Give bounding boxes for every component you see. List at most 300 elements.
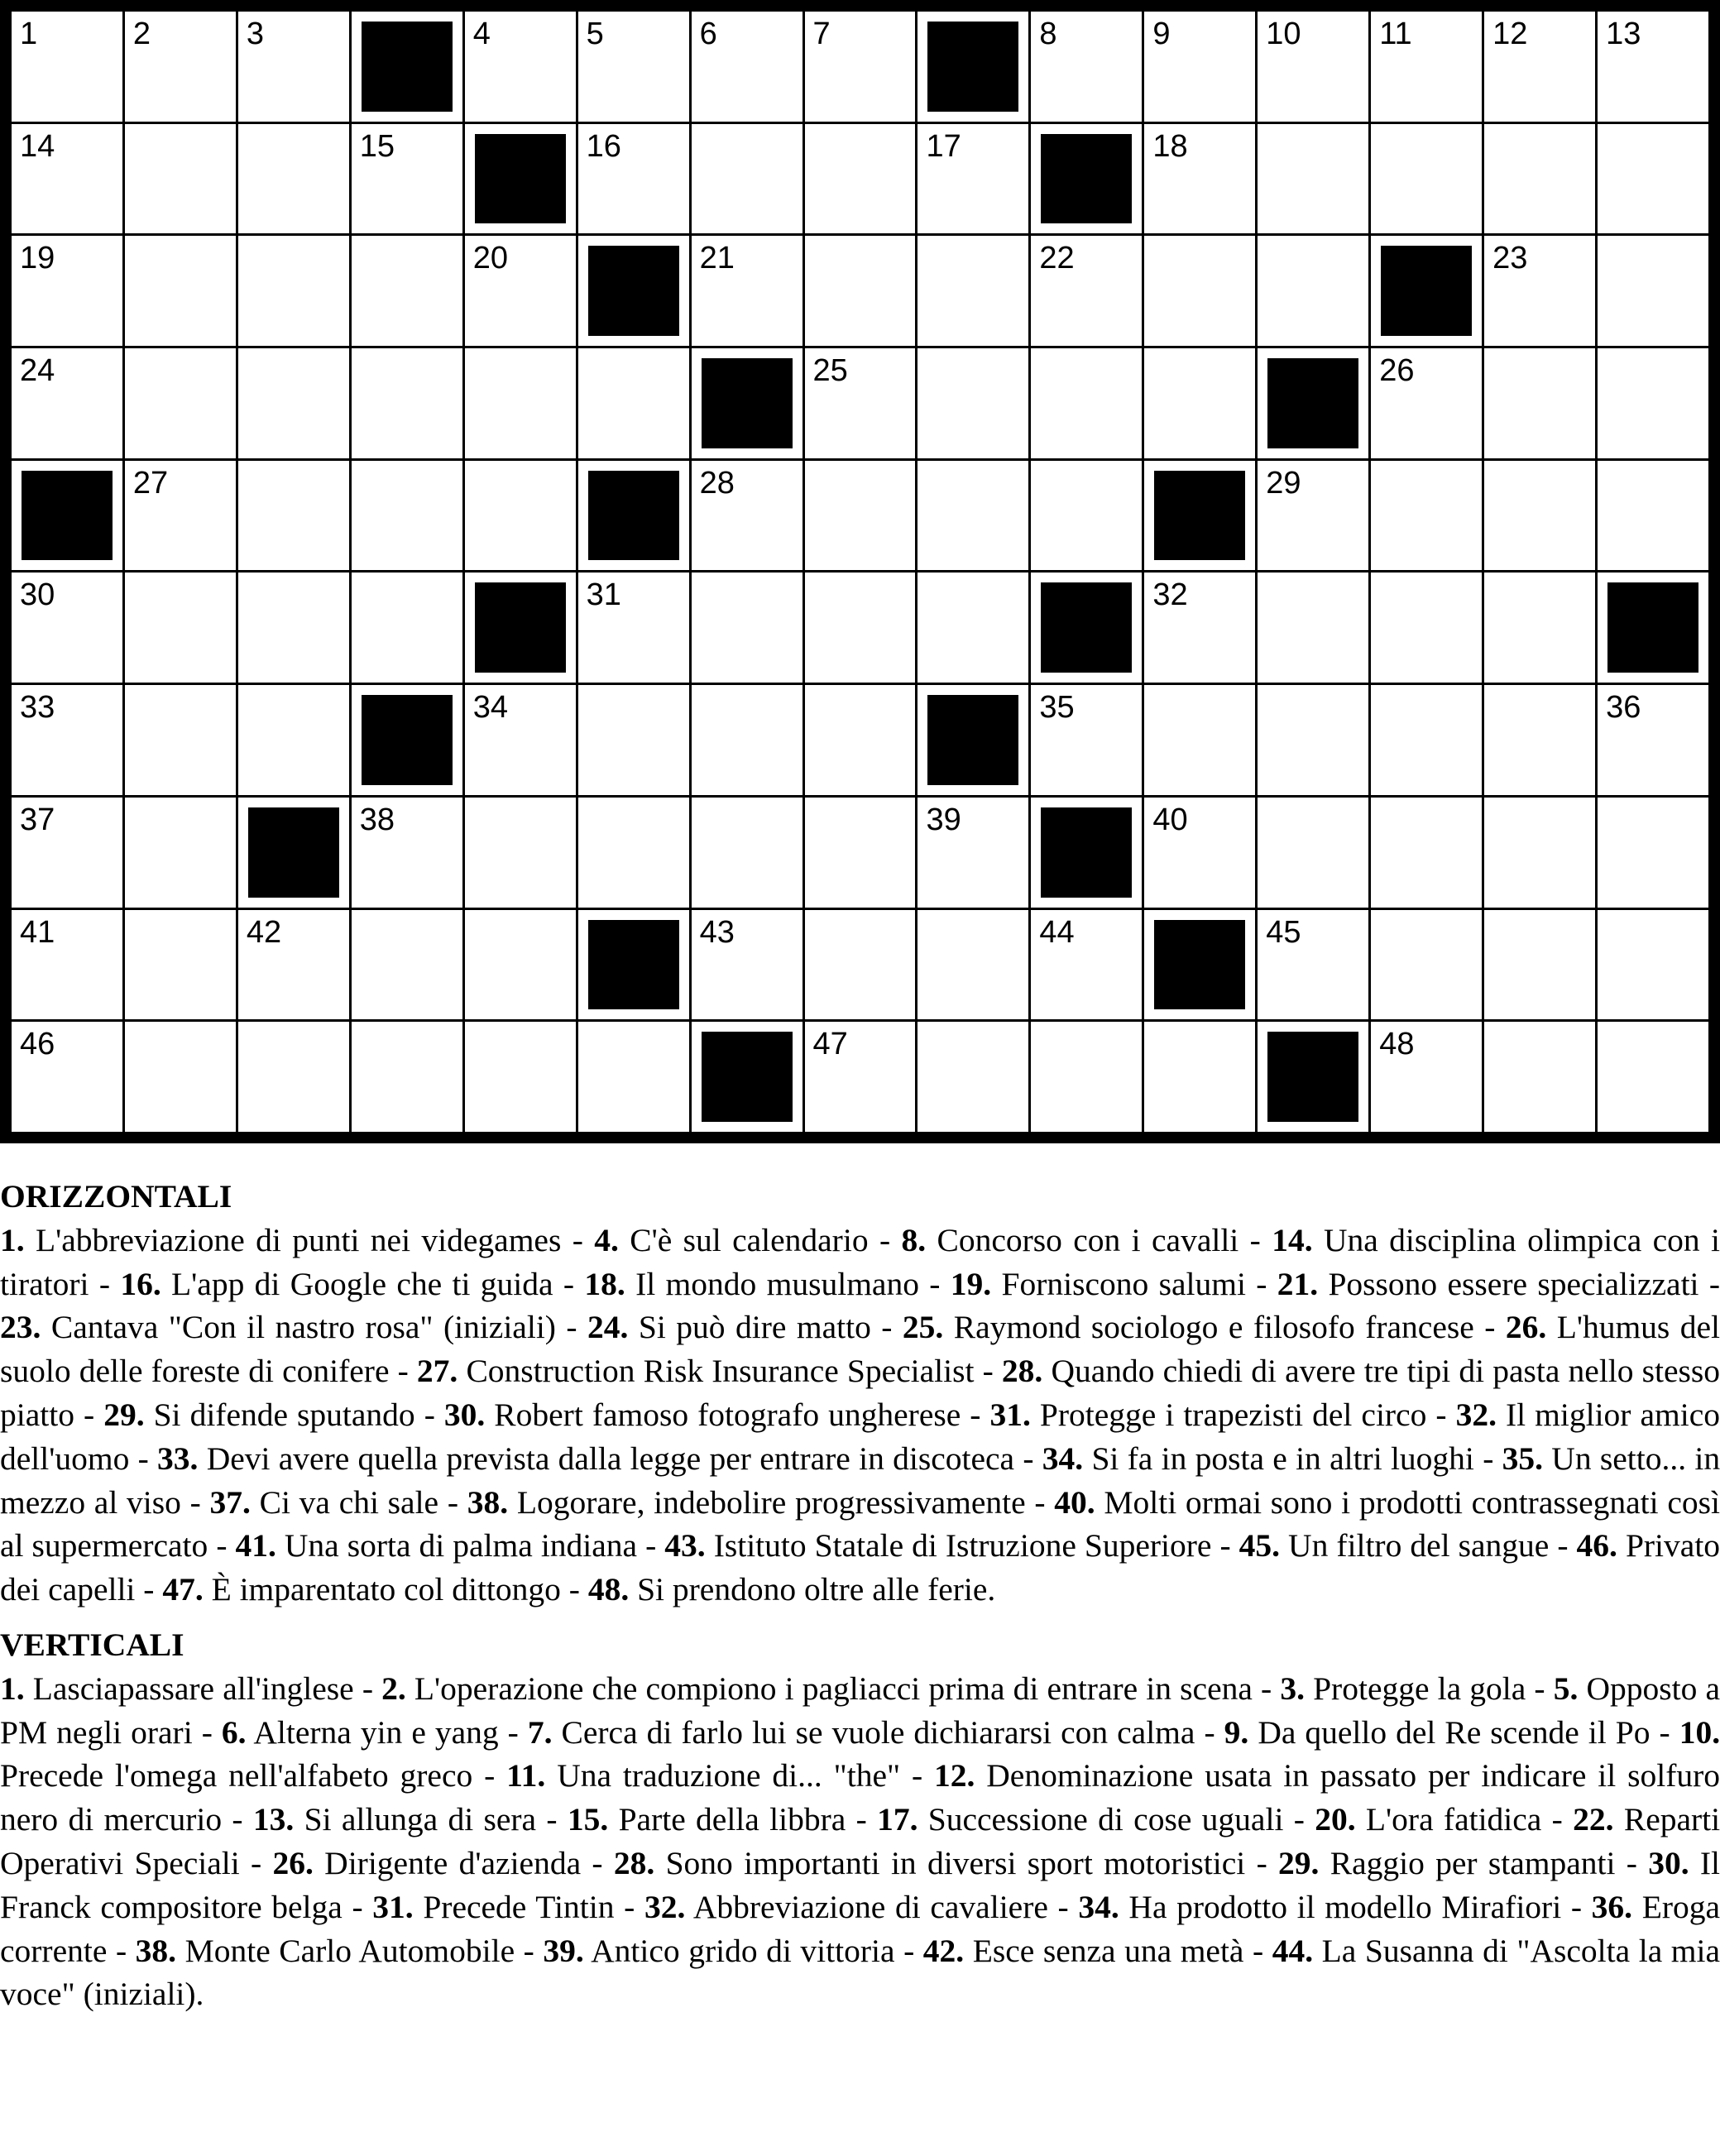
grid-cell[interactable] [1484,348,1595,458]
grid-cell[interactable] [465,685,576,795]
grid-cell[interactable] [12,685,122,795]
grid-cell[interactable] [805,12,916,122]
grid-cell[interactable] [1258,461,1368,571]
grid-cell[interactable] [1144,573,1255,683]
grid-cell[interactable] [1258,798,1368,908]
grid-cell[interactable] [352,124,462,234]
clue-text: Il Franck compositore belga [0,1844,1720,1925]
grid-cell[interactable] [352,348,462,458]
grid-cell[interactable] [917,461,1028,571]
cell-number: 23 [1492,241,1528,276]
clue-number: 28. [1001,1353,1043,1390]
grid-cell[interactable] [805,910,916,1020]
cell-number: 31 [586,577,621,613]
clue-text: La Susanna di "Ascolta la mia voce" (iniziali). [0,1932,1720,2013]
grid-cell[interactable] [238,124,349,234]
grid-cell[interactable] [1598,124,1708,234]
clue-text: Si difende sputando [153,1396,415,1433]
clue-number: 34. [1078,1888,1119,1925]
clue-text: Dirigente d'azienda [324,1844,582,1881]
cell-number: 6 [699,17,717,51]
clue-text: Reparti Operativi Speciali [0,1801,1720,1881]
clue-text: Il miglior amico dell'uomo [0,1396,1720,1477]
grid-cell[interactable] [692,573,803,683]
grid-cell[interactable] [352,910,462,1020]
cell-number: 13 [1606,17,1641,51]
clue-number: 19. [950,1265,992,1302]
grid-cell[interactable] [125,461,236,571]
clue-number: 3. [1280,1670,1305,1707]
grid-cell[interactable] [1598,12,1708,122]
clue-number: 15. [567,1801,609,1838]
grid-cell[interactable] [1144,236,1255,346]
grid-cell[interactable] [1484,573,1595,683]
cell-number: 11 [1379,17,1412,51]
black-cell [465,573,576,683]
black-cell [578,236,689,346]
grid-cell[interactable] [1371,1022,1482,1132]
grid-cell[interactable] [1031,348,1142,458]
clue-text: C'è sul calendario [630,1221,869,1258]
black-cell [578,910,689,1020]
clue-text: Lasciapassare all'inglese [32,1670,354,1707]
grid-cell[interactable] [1144,12,1255,122]
clue-text: Raggio per stampanti [1330,1844,1616,1881]
clue-text: Molti ormai sono i prodotti contrassegnati così al supermercato [0,1483,1720,1564]
clue-text: Robert famoso fotografo ungherese [494,1396,961,1433]
down-clues: 1. Lasciapassare all'inglese - 2. L'operazione che compiono i pagliacci prima di entrare in scena - 3. Protegge la gola - 5. Opposto a PM negli orari - 6. Alterna yin e yang - 7. Cerca di farlo lui se vuole dichiararsi con calma - 9. Da quello del Re scende il Po - 10. Precede l'omega nell'alfabeto greco - 11. Una traduzione di... "the" - 12. Denominazione usata in passato per indicare il solfuro nero di mercurio - 13. Si allunga di sera - 15. Parte della libbra - 17. Successione di cose uguali - 20. L'ora fatidica - 22. Reparti Operativi Speciali - 26. Dirigente d'azienda - 28. Sono importanti in diversi sport motoristici - 29. Raggio per stampanti - 30. Il Franck compositore belga - 31. Precede Tintin - 32. Abbreviazione di cavaliere - 34. Ha prodotto il modello Mirafiori - 36. Eroga corrente - 38. Monte Carlo Automobile - 39. Antico grido di vittoria - 42. Esce senza una metà - 44. La Susanna di "Ascolta la mia voce" (iniziali). [0,1670,1720,2013]
grid-cell[interactable] [238,685,349,795]
clue-number: 29. [1278,1844,1320,1881]
clue-number: 6. [221,1713,247,1751]
cell-number: 14 [20,128,55,164]
clue-number: 8. [901,1221,927,1258]
clue-text: Logorare, indebolire progressivamente [516,1483,1026,1521]
clue-number: 17. [877,1801,918,1838]
clue-text: L'humus del suolo delle foreste di conifere [0,1309,1720,1390]
crossword-grid [12,12,1708,1132]
grid-cell[interactable] [1484,910,1595,1020]
clue-number: 29. [103,1396,145,1433]
cell-number: 28 [699,465,735,501]
grid-cell[interactable] [578,1022,689,1132]
grid-cell[interactable] [692,236,803,346]
grid-cell[interactable] [12,798,122,908]
black-cell [917,685,1028,795]
clue-number: 34. [1042,1440,1084,1477]
grid-cell[interactable] [125,12,236,122]
clue-number: 36. [1591,1888,1633,1925]
grid-cell[interactable] [12,12,122,122]
black-cell [1371,236,1482,346]
grid-cell[interactable] [917,910,1028,1020]
grid-cell[interactable] [1144,798,1255,908]
grid-cell[interactable] [805,798,916,908]
clue-text: Si prendono oltre alle ferie. [637,1571,996,1608]
cell-number: 30 [20,577,55,613]
grid-cell[interactable] [1144,124,1255,234]
cell-number: 12 [1492,17,1528,51]
grid-cell[interactable] [1598,348,1708,458]
grid-cell[interactable] [125,124,236,234]
cell-number: 19 [20,241,55,276]
grid-cell[interactable] [917,573,1028,683]
black-cell [1598,573,1708,683]
across-title: ORIZZONTALI [0,1178,232,1215]
grid-cell[interactable] [1258,685,1368,795]
grid-cell[interactable] [1258,236,1368,346]
black-cell [238,798,349,908]
cell-number: 33 [20,690,55,726]
clue-text: L'app di Google che ti guida [171,1265,553,1302]
grid-cell[interactable] [805,348,916,458]
cell-number: 27 [132,465,169,501]
grid-cell[interactable] [12,1022,122,1132]
grid-cell[interactable] [1598,461,1708,571]
clue-text: Si fa in posta e in altri luoghi [1091,1440,1474,1477]
black-cell [1144,910,1255,1020]
clue-text: Esce senza una metà [972,1932,1244,1969]
clue-text: Opposto a PM negli orari [0,1670,1720,1751]
clue-text: Istituto Statale di Istruzione Superiore [713,1527,1212,1564]
clue-number: 46. [1576,1527,1617,1564]
clue-number: 27. [416,1353,458,1390]
clue-number: 43. [664,1527,706,1564]
black-cell [578,461,689,571]
grid-cell[interactable] [1144,348,1255,458]
clue-number: 30. [1648,1844,1689,1881]
grid-cell[interactable] [352,573,462,683]
clue-number: 25. [902,1309,944,1346]
grid-cell[interactable] [805,1022,916,1132]
clue-text: Abbreviazione di cavaliere [692,1888,1048,1925]
grid-cell[interactable] [578,685,689,795]
grid-cell[interactable] [917,1022,1028,1132]
grid-cell[interactable] [1031,236,1142,346]
black-cell [692,348,803,458]
grid-cell[interactable] [805,685,916,795]
clue-number: 5. [1553,1670,1579,1707]
grid-cell[interactable] [917,798,1028,908]
grid-cell[interactable] [1371,910,1482,1020]
cell-number: 5 [586,17,604,51]
clue-text: Si può dire matto [638,1309,871,1346]
grid-cell[interactable] [1484,236,1595,346]
grid-cell[interactable] [465,1022,576,1132]
across-clues: 1. L'abbreviazione di punti nei videgames - 4. C'è sul calendario - 8. Concorso con i cavalli - 14. Una disciplina olimpica con i tiratori - 16. L'app di Google che ti guida - 18. Il mondo musulmano - 19. Forniscono salumi - 21. Possono essere specializzati - 23. Cantava "Con il nastro rosa" (iniziali) - 24. Si può dire matto - 25. Raymond sociologo e filosofo francese - 26. L'humus del suolo delle foreste di conifere - 27. Construction Risk Insurance Specialist - 28. Quando chiedi di avere tre tipi di pasta nello stesso piatto - 29. Si difende sputando - 30. Robert famoso fotografo ungherese - 31. Protegge i trapezisti del circo - 32. Il miglior amico dell'uomo - 33. Devi avere quella prevista dalla legge per entrare in discoteca - 34. Si fa in posta e in altri luoghi - 35. Un setto... in mezzo al viso - 37. Ci va chi sale - 38. Logorare, indebolire progressivamente - 40. Molti ormai sono i prodotti contrassegnati così al supermercato - 41. Una sorta di palma indiana - 43. Istituto Statale di Istruzione Superiore - 45. Un filtro del sangue - 46. Privato dei capelli - 47. È imparentato col dittongo - 48. Si prendono oltre alle ferie. [0,1221,1720,1608]
cell-number: 21 [699,241,735,276]
grid-cell[interactable] [1258,12,1368,122]
grid-cell[interactable] [1371,573,1482,683]
clue-number: 10. [1679,1713,1720,1751]
clue-text: Alterna yin e yang [253,1713,499,1751]
cell-number: 18 [1152,128,1188,164]
grid-cell[interactable] [1598,798,1708,908]
cell-number: 34 [472,690,508,726]
clue-text: Si allunga di sera [304,1801,537,1838]
clue-text: Successione di cose uguali [927,1801,1284,1838]
grid-cell[interactable] [1371,348,1482,458]
clue-text: Un filtro del sangue [1288,1527,1550,1564]
grid-cell[interactable] [125,348,236,458]
cell-number: 8 [1039,17,1057,51]
clue-number: 42. [922,1932,965,1969]
clues-section [0,1175,1720,2016]
clue-text: Devi avere quella prevista dalla legge per entrare in discoteca [206,1440,1015,1477]
grid-cell[interactable] [125,910,236,1020]
grid-cell[interactable] [1258,910,1368,1020]
grid-cell[interactable] [465,910,576,1020]
clue-text: Raymond sociologo e filosofo francese [953,1309,1474,1346]
black-cell [465,124,576,234]
clue-text: Denominazione usata in passato per indicare il solfuro nero di mercurio [0,1757,1720,1838]
clue-text: Il mondo musulmano [635,1265,919,1302]
cell-number: 35 [1039,690,1075,726]
clue-number: 32. [644,1888,686,1925]
clue-text: Precede Tintin [423,1888,615,1925]
black-cell [1031,124,1142,234]
grid-cell[interactable] [352,461,462,571]
cell-number: 42 [246,914,282,950]
grid-cell[interactable] [465,236,576,346]
cell-number: 24 [20,353,55,389]
black-cell [1258,1022,1368,1132]
clue-text: Forniscono salumi [1001,1265,1246,1302]
grid-cell[interactable] [125,685,236,795]
grid-cell[interactable] [238,573,349,683]
grid-cell[interactable] [1371,12,1482,122]
clue-text: Cerca di farlo lui se vuole dichiararsi con calma [561,1713,1195,1751]
black-cell [352,685,462,795]
grid-cell[interactable] [352,1022,462,1132]
grid-cell[interactable] [805,461,916,571]
grid-cell[interactable] [1598,1022,1708,1132]
clue-number: 7. [527,1713,553,1751]
cell-number: 41 [20,914,55,950]
clue-number: 11. [506,1757,546,1794]
black-cell [1258,348,1368,458]
grid-cell[interactable] [1031,1022,1142,1132]
grid-cell[interactable] [238,1022,349,1132]
grid-cell[interactable] [1144,1022,1255,1132]
cell-number: 44 [1039,914,1075,950]
clue-text: È imparentato col dittongo [211,1571,561,1608]
clue-text: L'operazione che compiono i pagliacci prima di entrare in scena [414,1670,1253,1707]
grid-cell[interactable] [12,124,122,234]
clue-text: Construction Risk Insurance Specialist [466,1353,975,1390]
grid-cell[interactable] [1484,685,1595,795]
clue-text: Ha prodotto il modello Mirafiori [1128,1888,1562,1925]
grid-cell[interactable] [125,1022,236,1132]
clue-text: Precede l'omega nell'alfabeto greco [0,1757,473,1794]
clue-number: 38. [467,1483,509,1521]
black-cell [917,12,1028,122]
grid-cell[interactable] [352,798,462,908]
cell-number: 3 [246,17,264,51]
grid-cell[interactable] [1598,910,1708,1020]
clue-number: 38. [135,1932,177,1969]
clue-text: L'abbreviazione di punti nei videgames [36,1221,562,1258]
grid-cell[interactable] [1371,461,1482,571]
black-cell [1031,798,1142,908]
grid-cell[interactable] [917,348,1028,458]
grid-cell[interactable] [1484,461,1595,571]
grid-cell[interactable] [805,573,916,683]
grid-cell[interactable] [1484,798,1595,908]
clue-number: 37. [209,1483,251,1521]
grid-cell[interactable] [578,348,689,458]
grid-cell[interactable] [1258,573,1368,683]
cell-number: 40 [1152,802,1188,837]
grid-cell[interactable] [578,12,689,122]
grid-cell[interactable] [805,124,916,234]
grid-cell[interactable] [238,348,349,458]
grid-cell[interactable] [1598,236,1708,346]
clue-text: Antico grido di vittoria [591,1932,895,1969]
clue-number: 33. [157,1440,199,1477]
cell-number: 16 [586,128,621,164]
grid-cell[interactable] [692,798,803,908]
clue-number: 31. [372,1888,414,1925]
grid-cell[interactable] [692,685,803,795]
clue-number: 24. [587,1309,629,1346]
clue-text: Un setto... in mezzo al viso [0,1440,1720,1521]
cell-number: 37 [20,802,55,837]
clue-number: 16. [120,1265,161,1302]
clue-number: 47. [162,1571,204,1608]
clue-number: 2. [381,1670,406,1707]
grid-cell[interactable] [125,798,236,908]
grid-cell[interactable] [917,124,1028,234]
clue-number: 22. [1573,1801,1614,1838]
grid-cell[interactable] [1031,685,1142,795]
grid-cell[interactable] [1144,685,1255,795]
grid-cell[interactable] [578,124,689,234]
clue-number: 12. [934,1757,975,1794]
clue-number: 39. [543,1932,584,1969]
cell-number: 15 [359,128,395,164]
grid-cell[interactable] [1598,685,1708,795]
grid-cell[interactable] [1484,124,1595,234]
clue-number: 26. [1505,1309,1547,1346]
clue-text: Concorso con i cavalli [937,1221,1239,1258]
grid-cell[interactable] [238,461,349,571]
cell-number: 4 [472,17,491,51]
cell-number: 17 [926,128,961,164]
grid-cell[interactable] [1371,685,1482,795]
cell-number: 46 [20,1027,55,1062]
clue-text: Da quello del Re scende il Po [1258,1713,1651,1751]
cell-number: 9 [1152,17,1171,51]
grid-cell[interactable] [1484,1022,1595,1132]
grid-cell[interactable] [1031,910,1142,1020]
cell-number: 36 [1606,690,1641,726]
clue-number: 9. [1224,1713,1249,1751]
grid-cell[interactable] [1258,124,1368,234]
cell-number: 10 [1266,17,1301,51]
grid-cell[interactable] [12,910,122,1020]
clue-number: 4. [594,1221,619,1258]
black-cell [12,461,122,571]
grid-cell[interactable] [465,461,576,571]
clue-number: 13. [252,1801,295,1838]
clue-number: 48. [587,1571,630,1608]
clue-text: Protegge la gola [1313,1670,1526,1707]
grid-cell[interactable] [805,236,916,346]
grid-cell[interactable] [578,573,689,683]
grid-cell[interactable] [125,236,236,346]
cell-number: 32 [1152,577,1188,613]
clue-number: 35. [1502,1440,1544,1477]
grid-cell[interactable] [917,236,1028,346]
cell-number: 47 [812,1027,848,1062]
clue-text: Una traduzione di... "the" [557,1757,901,1794]
grid-cell[interactable] [692,461,803,571]
grid-cell[interactable] [1371,124,1482,234]
black-cell [1031,573,1142,683]
grid-cell[interactable] [692,12,803,122]
clue-number: 30. [443,1396,486,1433]
grid-cell[interactable] [1031,461,1142,571]
cell-number: 22 [1039,241,1075,276]
grid-cell[interactable] [12,573,122,683]
clue-text: Una sorta di palma indiana [284,1527,638,1564]
grid-cell[interactable] [465,12,576,122]
grid-cell[interactable] [352,236,462,346]
cell-number: 26 [1379,353,1415,389]
grid-cell[interactable] [465,348,576,458]
clue-number: 40. [1054,1483,1095,1521]
grid-cell[interactable] [238,236,349,346]
cell-number: 20 [472,241,508,276]
clue-text: Ci va chi sale [259,1483,439,1521]
grid-cell[interactable] [578,798,689,908]
cell-number: 7 [812,17,831,51]
clue-number: 44. [1272,1932,1314,1969]
grid-cell[interactable] [465,798,576,908]
clue-text: L'ora fatidica [1365,1801,1542,1838]
cell-number: 43 [699,914,735,950]
grid-cell[interactable] [12,236,122,346]
cell-number: 45 [1266,914,1301,950]
clue-number: 20. [1315,1801,1356,1838]
grid-cell[interactable] [238,910,349,1020]
grid-cell[interactable] [125,573,236,683]
grid-cell[interactable] [238,12,349,122]
grid-cell[interactable] [1371,798,1482,908]
clue-text: Quando chiedi di avere tre tipi di pasta nello stesso piatto [0,1353,1720,1433]
clue-text: Una disciplina olimpica con i tiratori [0,1221,1720,1302]
down-title: VERTICALI [0,1626,184,1663]
grid-cell[interactable] [692,910,803,1020]
grid-cell[interactable] [692,124,803,234]
grid-cell[interactable] [1484,12,1595,122]
cell-number: 1 [20,17,38,51]
clue-number: 1. [0,1221,25,1258]
clue-text: Eroga corrente [0,1888,1720,1969]
grid-cell[interactable] [12,348,122,458]
cell-number: 25 [812,353,848,389]
clue-text: Parte della libbra [618,1801,846,1838]
grid-cell[interactable] [1031,12,1142,122]
black-cell [692,1022,803,1132]
clue-text: Cantava "Con il nastro rosa" (iniziali) [50,1309,556,1346]
clue-number: 23. [0,1309,41,1346]
clue-number: 28. [613,1844,655,1881]
black-cell [1144,461,1255,571]
clue-number: 31. [989,1396,1031,1433]
clue-text: Sono importanti in diversi sport motoristici [665,1844,1246,1881]
